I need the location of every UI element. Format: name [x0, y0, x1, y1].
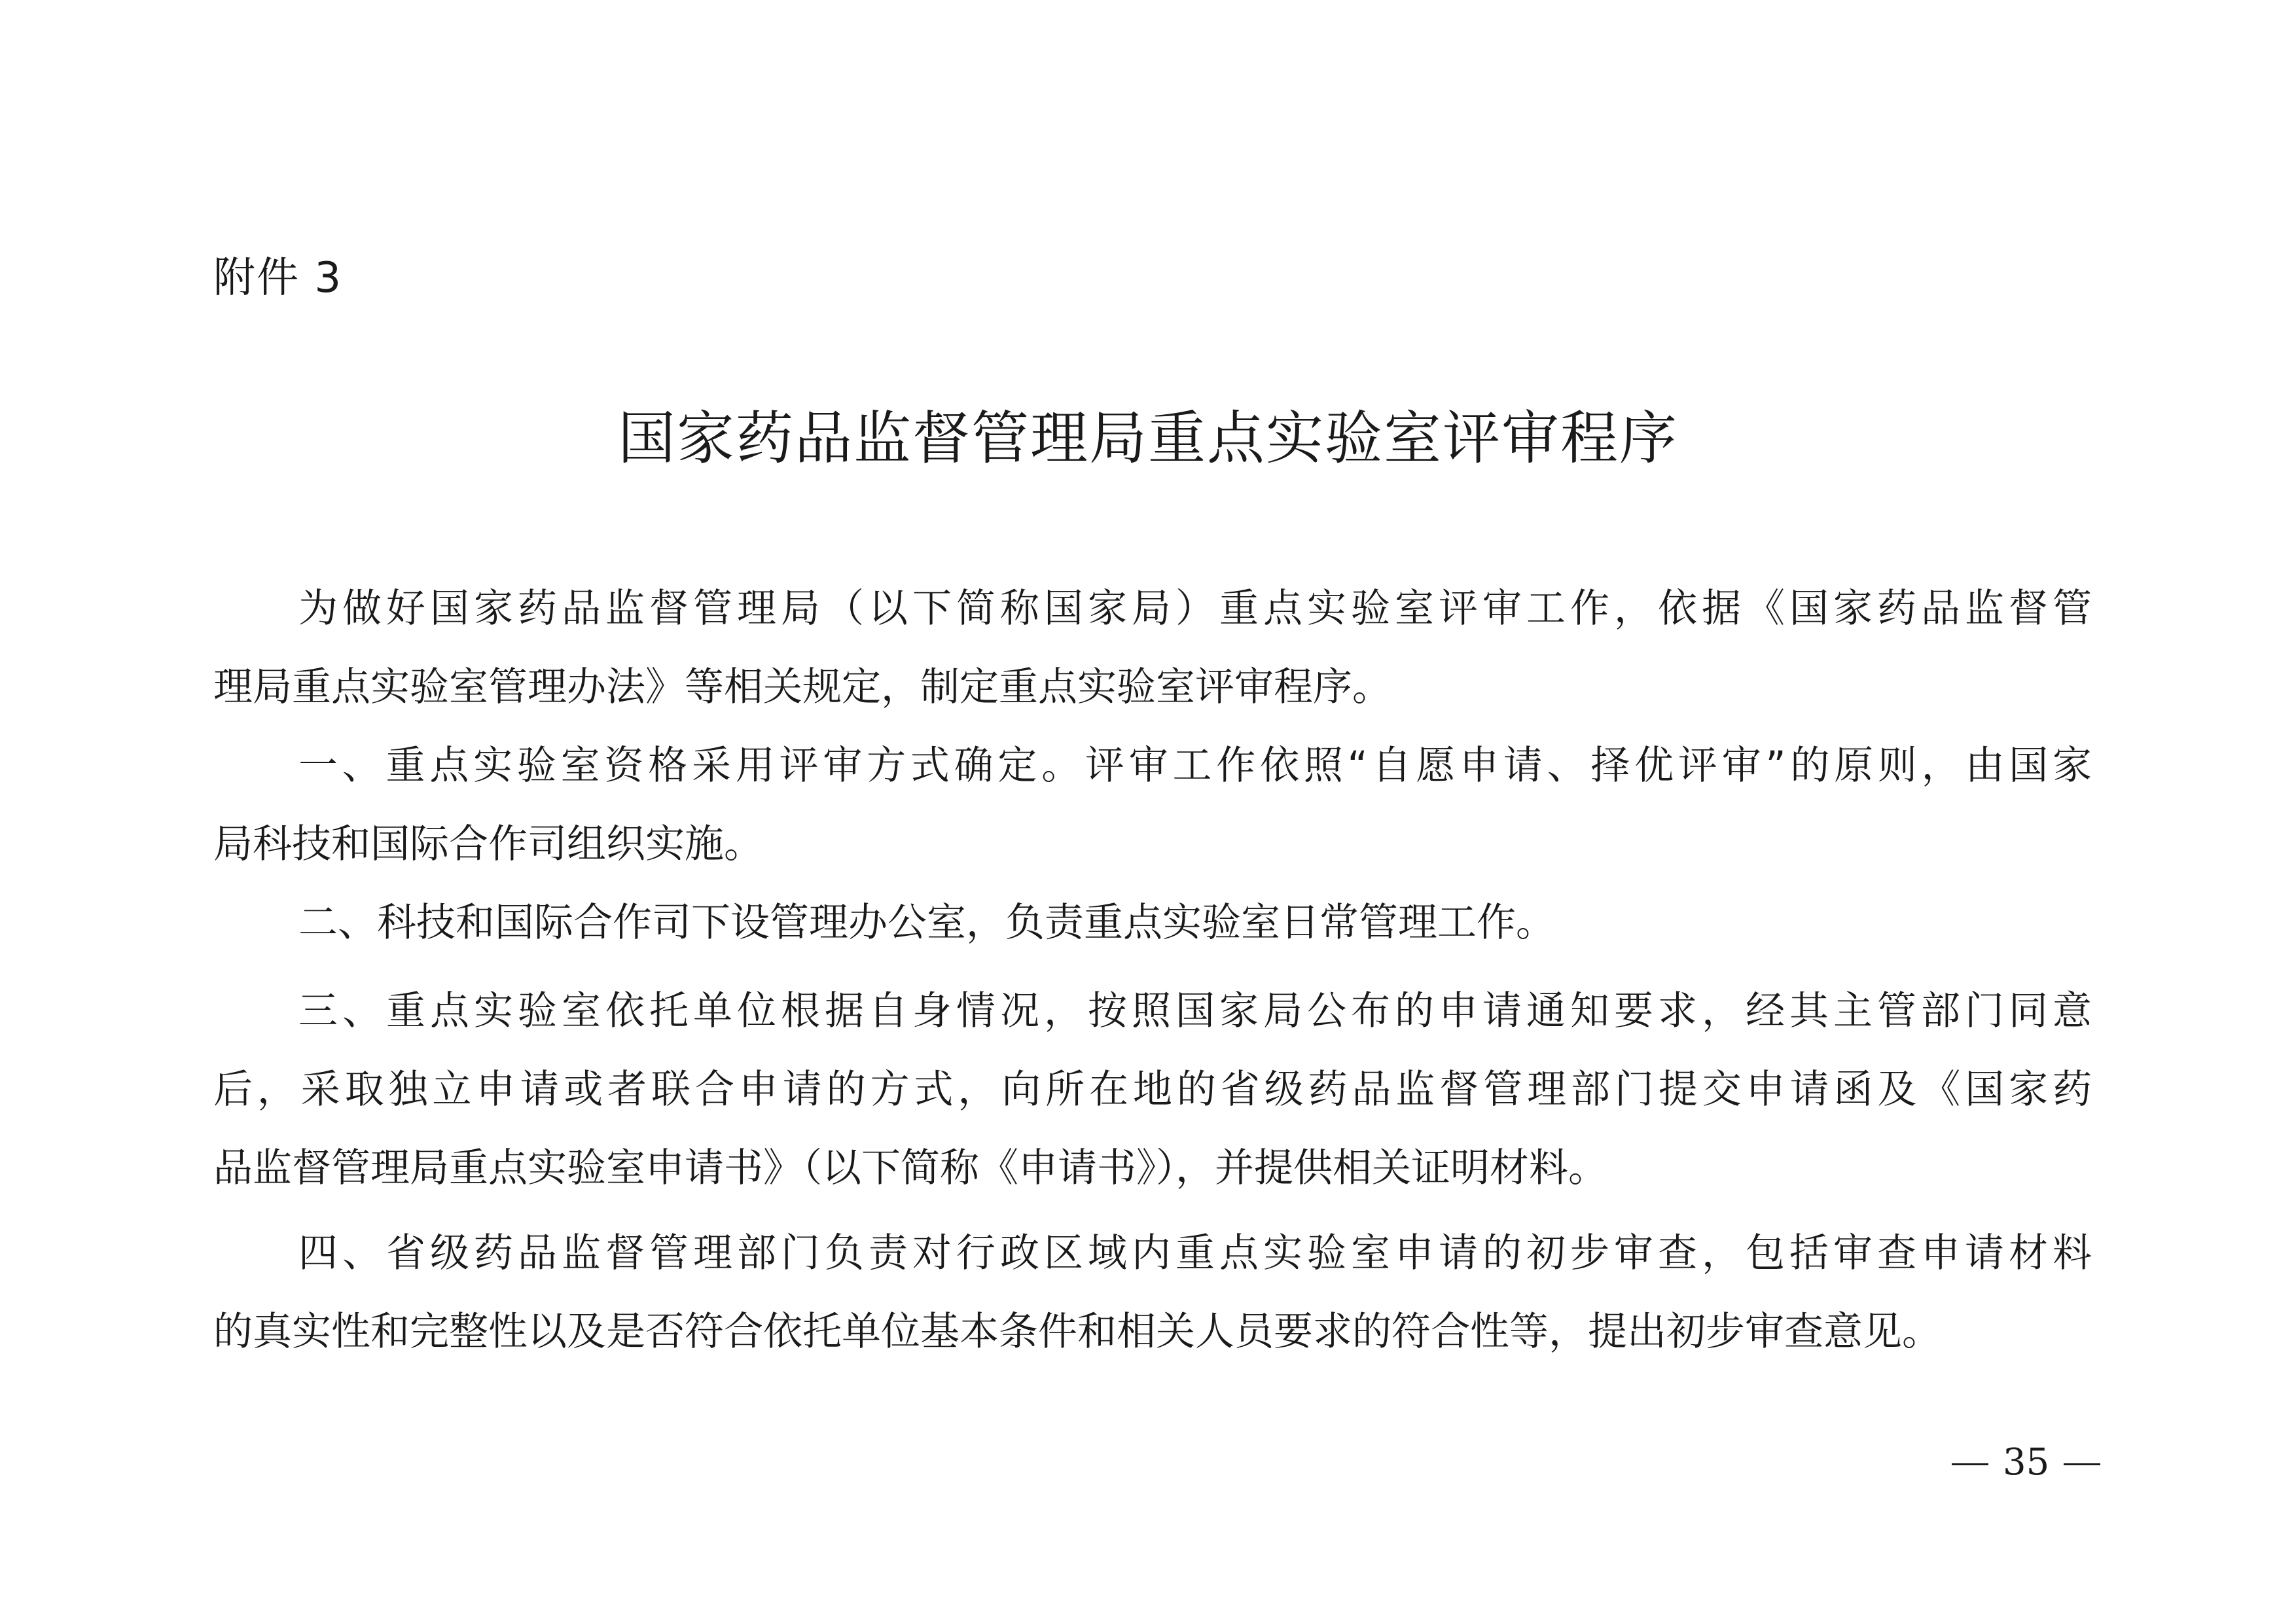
paragraph-5-line-1: 四、省级药品监督管理部门负责对行政区域内重点实验室申请的初步审查，包括审查申请材料: [298, 1230, 2092, 1276]
paragraph-4-line-1: 三、重点实验室依托单位根据自身情况，按照国家局公布的申请通知要求，经其主管部门同意: [298, 988, 2092, 1034]
paragraph-2-line-2: 局科技和国际合作司组织实施。: [213, 821, 763, 867]
document-title: 国家药品监督管理局重点实验室评审程序: [617, 404, 1678, 472]
paragraph-1-line-1: 为做好国家药品监督管理局（以下简称国家局）重点实验室评审工作，依据《国家药品监督管: [298, 586, 2092, 632]
page-number-value: 35: [2003, 1441, 2050, 1484]
page-number: [1937, 1436, 2115, 1489]
paragraph-4-line-2: 后，采取独立申请或者联合申请的方式，向所在地的省级药品监督管理部门提交申请函及《国家药: [213, 1067, 2092, 1113]
paragraph-3-line-1: 二、科技和国际合作司下设管理办公室，负责重点实验室日常管理工作。: [298, 900, 1555, 946]
paragraph-1-line-2: 理局重点实验室管理办法》等相关规定，制定重点实验室评审程序。: [213, 664, 1391, 710]
paragraph-5-line-2: 的真实性和完整性以及是否符合依托单位基本条件和相关人员要求的符合性等，提出初步审查意见。: [213, 1309, 1941, 1355]
page-number-dash-right: [2064, 1463, 2100, 1465]
page-number-dash-left: [1952, 1463, 1988, 1465]
attachment-label: 附件 3: [213, 254, 343, 302]
paragraph-4-line-3: 品监督管理局重点实验室申请书》（以下简称《申请书》），并提供相关证明材料。: [213, 1145, 1607, 1191]
paragraph-2-line-1: 一、重点实验室资格采用评审方式确定。评审工作依照“自愿申请、择优评审”的原则，由国家: [298, 743, 2092, 789]
